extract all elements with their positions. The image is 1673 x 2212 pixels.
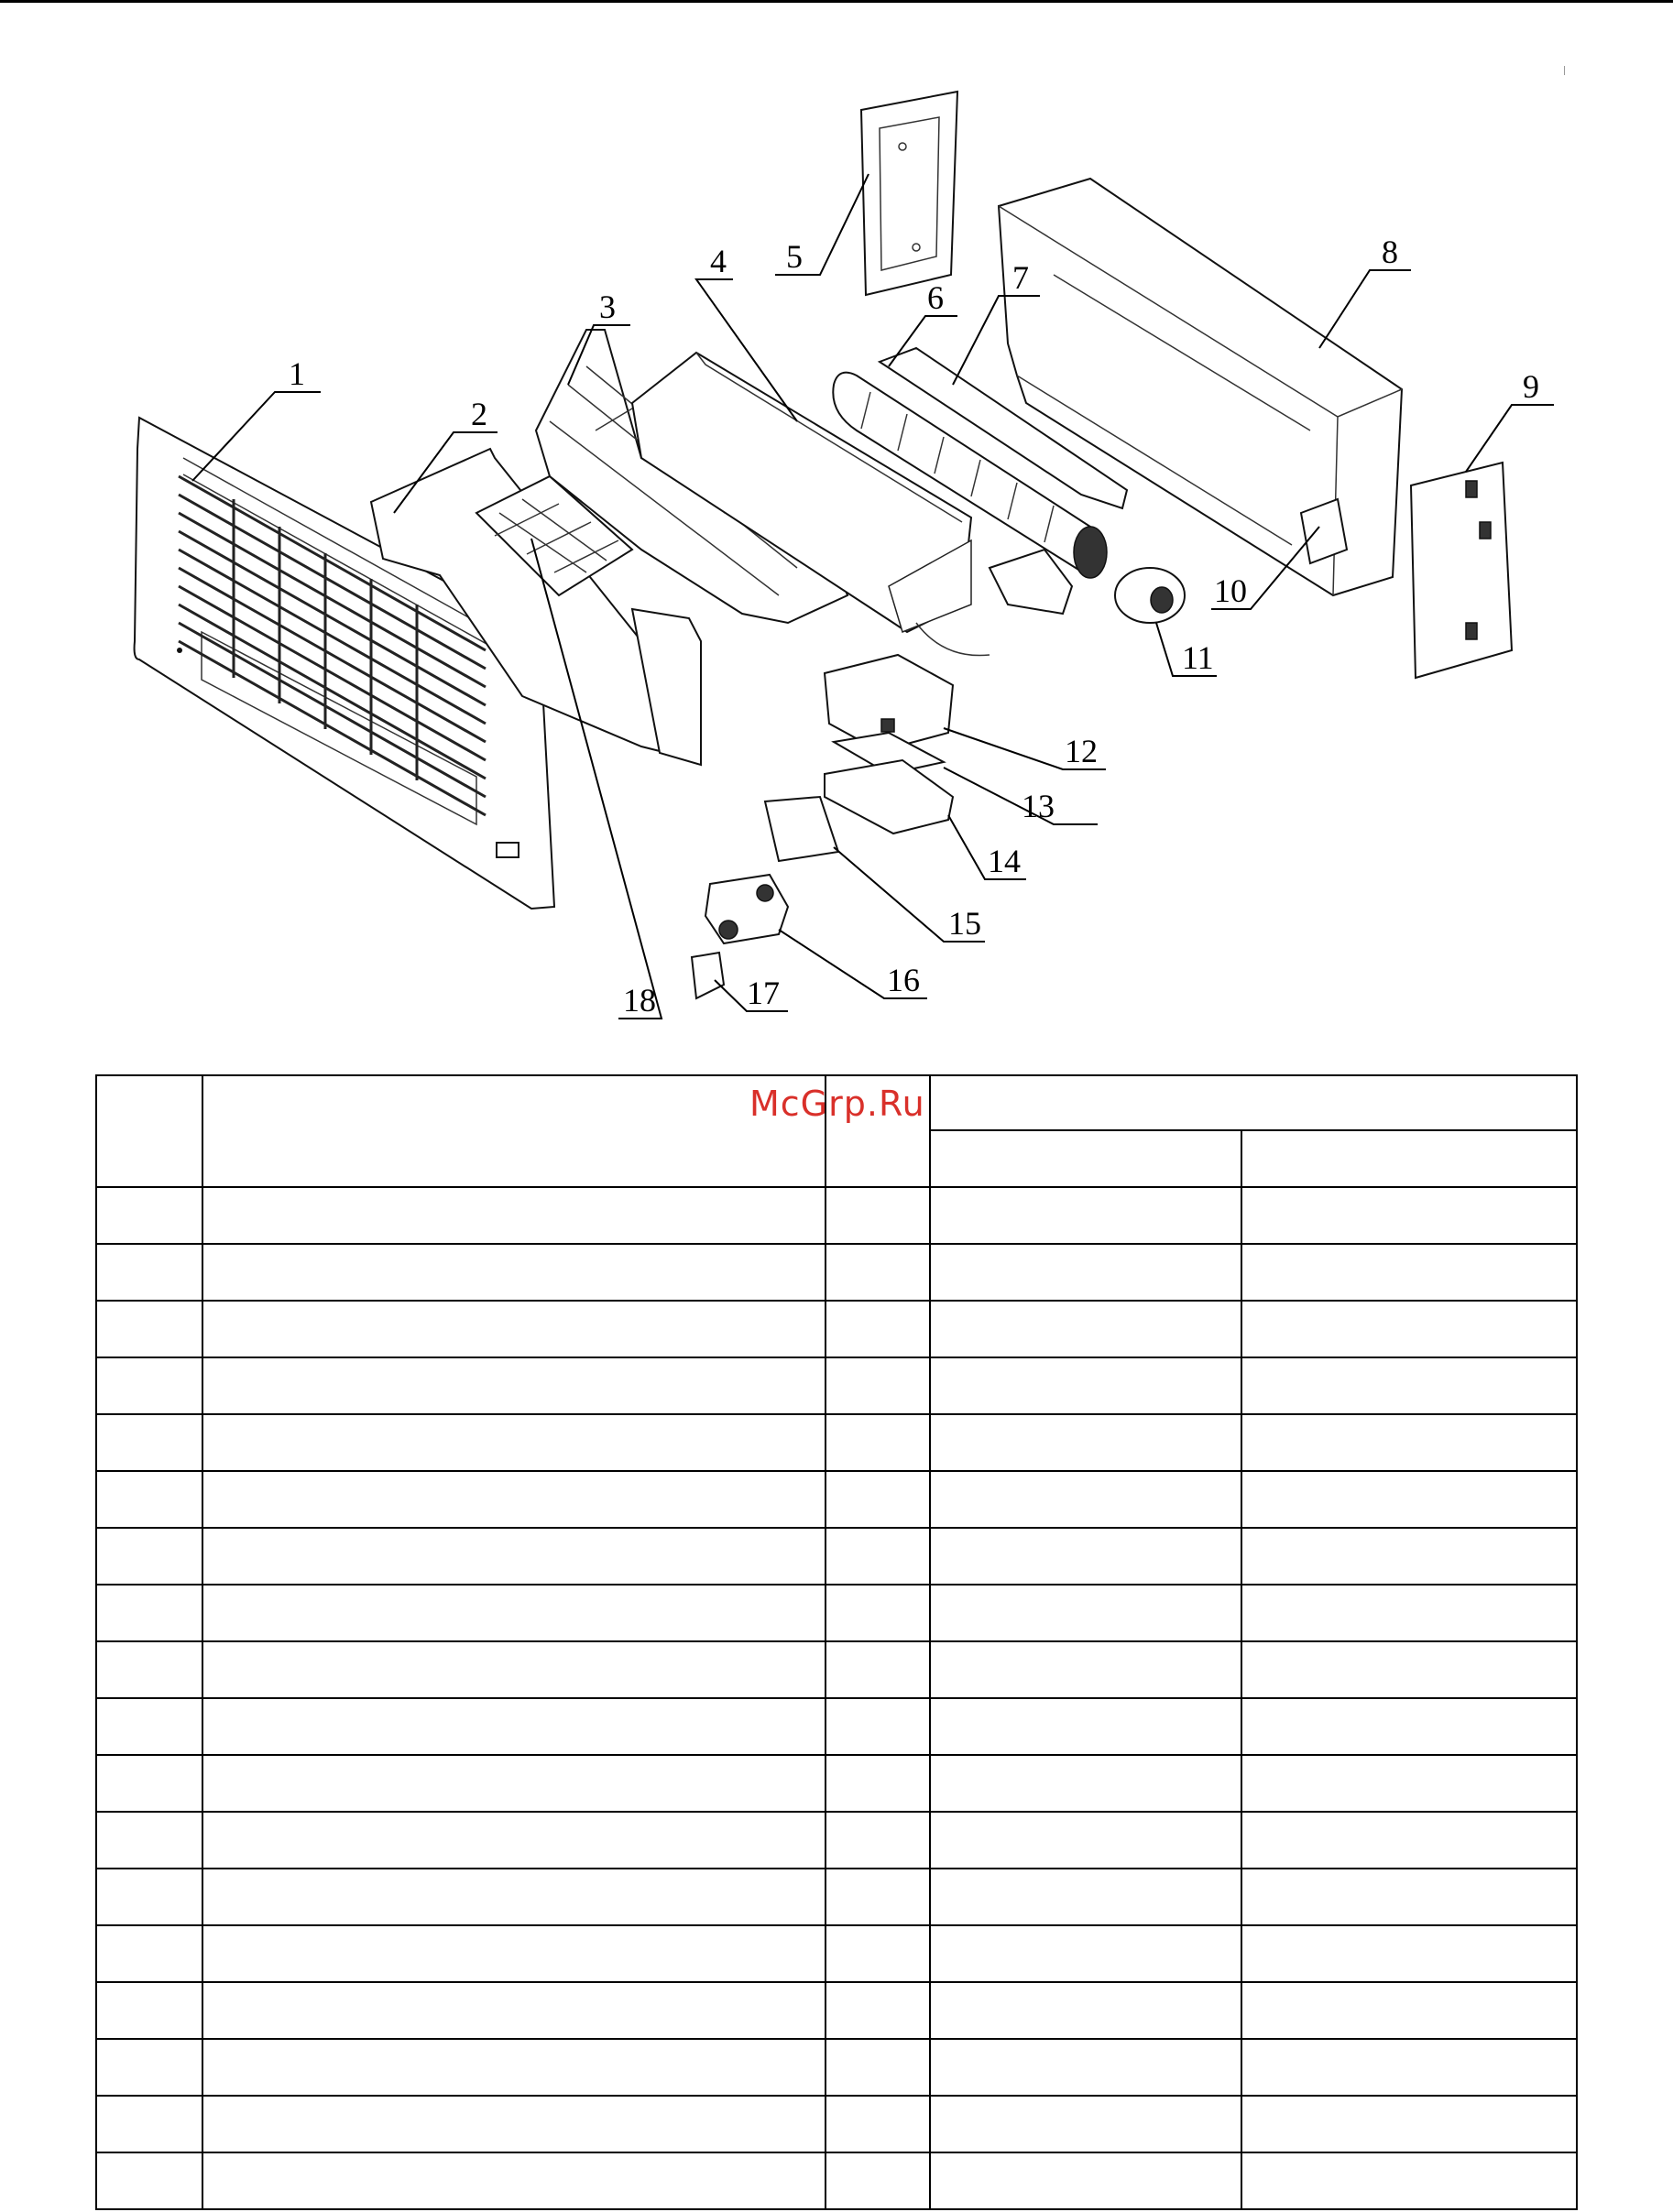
table-cell bbox=[202, 1244, 826, 1301]
table-cell bbox=[826, 1812, 930, 1869]
table-cell bbox=[96, 1528, 202, 1585]
table-cell bbox=[202, 1812, 826, 1869]
table-cell bbox=[826, 1925, 930, 1982]
header-cell-models bbox=[930, 1075, 1577, 1130]
table-cell bbox=[930, 2152, 1241, 2209]
callout-6: 6 bbox=[927, 279, 944, 316]
table-cell bbox=[96, 2039, 202, 2096]
callout-4: 4 bbox=[710, 243, 727, 279]
table-cell bbox=[202, 1528, 826, 1585]
table-cell bbox=[930, 1301, 1241, 1357]
table-cell bbox=[930, 1528, 1241, 1585]
table-cell bbox=[826, 1869, 930, 1925]
pipe-holder-part bbox=[861, 92, 957, 295]
callout-8: 8 bbox=[1382, 234, 1398, 270]
header-cell-number bbox=[96, 1075, 202, 1187]
table-cell bbox=[826, 2039, 930, 2096]
table-cell bbox=[202, 1187, 826, 1244]
fan-motor-part bbox=[1115, 568, 1185, 623]
table-cell bbox=[826, 2152, 930, 2209]
table-row bbox=[96, 1244, 1577, 1301]
table-cell bbox=[1241, 1357, 1577, 1414]
table-cell bbox=[1241, 1585, 1577, 1641]
step-motor-part bbox=[705, 875, 788, 943]
table-cell bbox=[826, 1585, 930, 1641]
table-cell bbox=[202, 1414, 826, 1471]
table-cell bbox=[826, 1414, 930, 1471]
table-cell bbox=[96, 1812, 202, 1869]
table-cell bbox=[96, 1301, 202, 1357]
table-cell bbox=[1241, 2152, 1577, 2209]
table-cell bbox=[930, 1414, 1241, 1471]
watermark: McGrp.Ru bbox=[749, 1084, 925, 1124]
table-cell bbox=[930, 2096, 1241, 2152]
table-cell bbox=[202, 1869, 826, 1925]
callout-18: 18 bbox=[623, 982, 656, 1019]
callout-1: 1 bbox=[289, 355, 305, 392]
table-cell bbox=[930, 1585, 1241, 1641]
table-cell bbox=[202, 1471, 826, 1528]
table-cell bbox=[96, 1357, 202, 1414]
table-cell bbox=[930, 2039, 1241, 2096]
table-cell bbox=[96, 1925, 202, 1982]
table-row bbox=[96, 1585, 1577, 1641]
table-row bbox=[96, 1869, 1577, 1925]
table-row bbox=[96, 2152, 1577, 2209]
table-cell bbox=[1241, 1982, 1577, 2039]
table-cell bbox=[1241, 1869, 1577, 1925]
table-cell bbox=[1241, 1925, 1577, 1982]
callout-5: 5 bbox=[786, 238, 803, 275]
parts-table-body bbox=[96, 1075, 1577, 2209]
table-cell bbox=[202, 1301, 826, 1357]
table-cell bbox=[826, 2096, 930, 2152]
table-cell bbox=[202, 2096, 826, 2152]
table-cell bbox=[1241, 1187, 1577, 1244]
display-board-part bbox=[765, 797, 838, 861]
table-cell bbox=[96, 1471, 202, 1528]
callout-17: 17 bbox=[747, 975, 780, 1011]
table-cell bbox=[202, 2039, 826, 2096]
callout-9: 9 bbox=[1523, 368, 1539, 405]
table-cell bbox=[826, 1244, 930, 1301]
table-row bbox=[96, 2096, 1577, 2152]
table-row bbox=[96, 1925, 1577, 1982]
callout-15: 15 bbox=[948, 905, 981, 942]
table-row bbox=[96, 1471, 1577, 1528]
fitting-part bbox=[692, 953, 724, 998]
table-cell bbox=[202, 2152, 826, 2209]
table-cell bbox=[1241, 1641, 1577, 1698]
callout-16: 16 bbox=[887, 962, 920, 998]
table-row bbox=[96, 1641, 1577, 1698]
pcb-cover-part bbox=[825, 760, 953, 834]
table-cell bbox=[96, 1755, 202, 1812]
table-cell bbox=[930, 1982, 1241, 2039]
table-cell bbox=[930, 1755, 1241, 1812]
table-cell bbox=[96, 2152, 202, 2209]
callout-7: 7 bbox=[1012, 259, 1029, 296]
table-cell bbox=[930, 1812, 1241, 1869]
table-cell bbox=[826, 1528, 930, 1585]
table-cell bbox=[826, 1471, 930, 1528]
table-cell bbox=[1241, 1812, 1577, 1869]
table-cell bbox=[930, 1187, 1241, 1244]
table-cell bbox=[96, 1641, 202, 1698]
table-cell bbox=[826, 1301, 930, 1357]
table-cell bbox=[826, 1641, 930, 1698]
callout-3: 3 bbox=[599, 289, 616, 325]
table-cell bbox=[202, 1698, 826, 1755]
table-row bbox=[96, 1528, 1577, 1585]
table-cell bbox=[1241, 2039, 1577, 2096]
callout-2: 2 bbox=[471, 396, 487, 432]
table-cell bbox=[96, 1187, 202, 1244]
table-cell bbox=[96, 2096, 202, 2152]
table-cell bbox=[1241, 1414, 1577, 1471]
table-cell bbox=[1241, 1471, 1577, 1528]
table-cell bbox=[96, 1698, 202, 1755]
callout-12: 12 bbox=[1065, 733, 1098, 769]
table-cell bbox=[930, 1357, 1241, 1414]
table-cell bbox=[826, 1187, 930, 1244]
table-cell bbox=[930, 1869, 1241, 1925]
table-cell bbox=[202, 1925, 826, 1982]
callout-11: 11 bbox=[1182, 639, 1214, 676]
table-cell bbox=[826, 1698, 930, 1755]
table-cell bbox=[1241, 1755, 1577, 1812]
table-cell bbox=[1241, 2096, 1577, 2152]
table-cell bbox=[1241, 1698, 1577, 1755]
callout-13: 13 bbox=[1022, 788, 1055, 824]
table-cell bbox=[96, 1414, 202, 1471]
table-cell bbox=[826, 1982, 930, 2039]
table-cell bbox=[826, 1755, 930, 1812]
table-row bbox=[96, 1187, 1577, 1244]
table-cell bbox=[202, 1641, 826, 1698]
table-cell bbox=[930, 1925, 1241, 1982]
parts-table bbox=[95, 1074, 1578, 2210]
table-cell bbox=[202, 1755, 826, 1812]
table-cell bbox=[202, 1982, 826, 2039]
back-plate-part bbox=[1411, 463, 1512, 678]
table-cell bbox=[930, 1471, 1241, 1528]
table-cell bbox=[826, 1357, 930, 1414]
table-cell bbox=[930, 1244, 1241, 1301]
exploded-view-diagram bbox=[0, 0, 1673, 1044]
table-row bbox=[96, 1755, 1577, 1812]
table-cell bbox=[96, 1585, 202, 1641]
table-row bbox=[96, 2039, 1577, 2096]
header-cell-name bbox=[202, 1075, 826, 1187]
table-cell bbox=[202, 1585, 826, 1641]
table-cell bbox=[96, 1244, 202, 1301]
subheader-cell-model-b bbox=[1241, 1130, 1577, 1187]
table-cell bbox=[1241, 1301, 1577, 1357]
table-row bbox=[96, 1812, 1577, 1869]
table-cell bbox=[1241, 1244, 1577, 1301]
table-row bbox=[96, 1982, 1577, 2039]
subheader-cell-model-a bbox=[930, 1130, 1241, 1187]
callout-10: 10 bbox=[1214, 572, 1247, 609]
table-cell bbox=[1241, 1528, 1577, 1585]
table-row bbox=[96, 1301, 1577, 1357]
table-cell bbox=[202, 1357, 826, 1414]
callout-14: 14 bbox=[988, 843, 1021, 879]
table-cell bbox=[930, 1641, 1241, 1698]
table-cell bbox=[96, 1982, 202, 2039]
table-row bbox=[96, 1698, 1577, 1755]
table-cell bbox=[930, 1698, 1241, 1755]
table-row bbox=[96, 1414, 1577, 1471]
table-cell bbox=[96, 1869, 202, 1925]
table-row bbox=[96, 1357, 1577, 1414]
